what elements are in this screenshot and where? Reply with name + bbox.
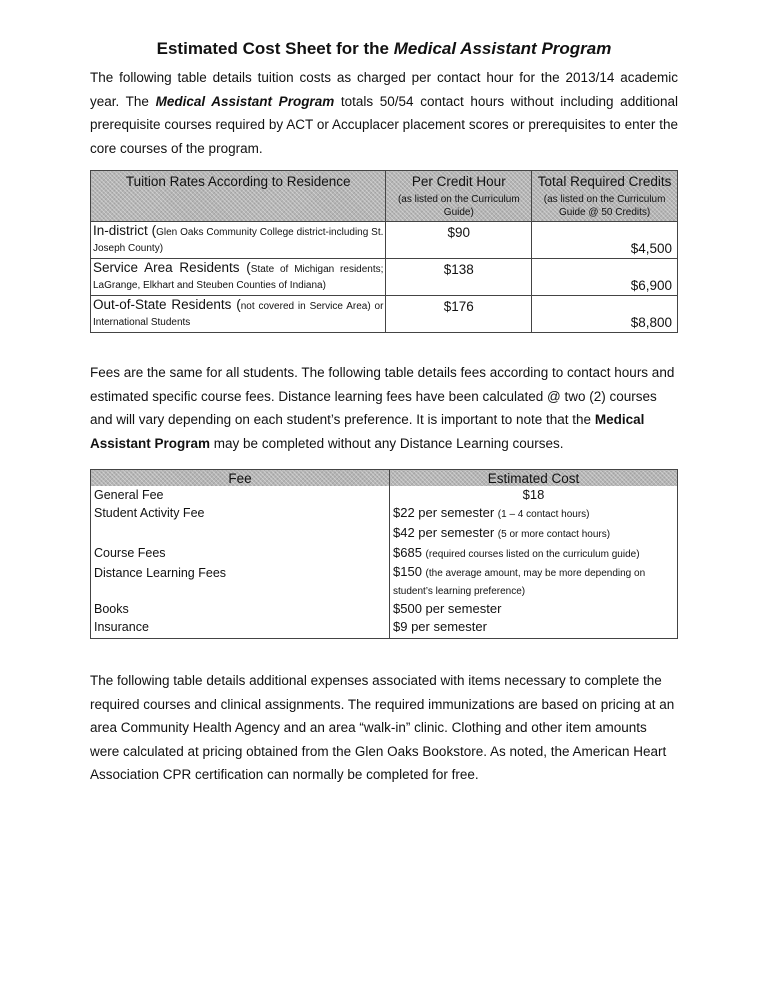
table-row [91, 486, 678, 504]
program-name: Medical Assistant Program [155, 93, 335, 109]
fee-cost-books: $500 per semester [393, 601, 502, 616]
fee-cost-activity-2: $42 per semester (5 or more contact hours) [393, 525, 611, 540]
rate-out-of-state: $176 [386, 296, 532, 333]
header-estimated-cost: Estimated Cost [390, 470, 678, 487]
fee-cost-activity-1: $22 per semester (1 – 4 contact hours) [393, 505, 590, 520]
table-row [91, 222, 678, 259]
table-row [91, 524, 678, 544]
table-row [91, 564, 678, 600]
fee-label-insurance: Insurance [91, 618, 390, 639]
table-row [91, 544, 678, 564]
fee-label-activity: Student Activity Fee [91, 504, 390, 524]
fees-paragraph: Fees are the same for all students. The following table details fees according to contact hours and estimated specific course fees. Distance learning fees have been calculated @ two (2) courses and will vary depending on each student’s preference. It is important to note that the Medical Assistant Program may be completed without any Distance Learning courses. [90, 365, 675, 451]
header-total-credits: Total Required Credits (as listed on the Curriculum Guide @ 50 Credits) [532, 171, 678, 222]
tuition-table [90, 170, 678, 333]
rate-in-district: $90 [386, 222, 532, 259]
fee-cost-insurance: $9 per semester [393, 619, 487, 634]
title-program-name: Medical Assistant Program [393, 39, 612, 58]
rate-service-area: $138 [386, 259, 532, 296]
fees-table [90, 469, 678, 639]
fee-label-course: Course Fees [91, 544, 390, 564]
total-out-of-state: $8,800 [532, 296, 678, 333]
table-row [91, 504, 678, 524]
header-per-credit: Per Credit Hour (as listed on the Curriculum Guide) [386, 171, 532, 222]
fee-label-distance: Distance Learning Fees [91, 564, 390, 600]
total-service-area: $6,900 [532, 259, 678, 296]
header-fee: Fee [91, 470, 390, 487]
residence-in-district: In-district (Glen Oaks Community College district-including St. Joseph County) [91, 222, 386, 259]
table-row [91, 296, 678, 333]
page-title: Estimated Cost Sheet for the Medical Assistant Program [156, 39, 612, 58]
fee-label-general: General Fee [91, 486, 390, 504]
expenses-paragraph: The following table details additional expenses associated with items necessary to complete the required courses and clinical assignments. The required immunizations are based on pricing at an area Community Health Agency and an area “walk-in” clinic. Clothing and other item amounts were calculated at pricing obtained from the Glen Oaks Bookstore. As noted, the American Heart Association CPR certification can normally be completed for free. [90, 673, 675, 782]
table-row [91, 259, 678, 296]
fee-cost-course: $685 (required courses listed on the curriculum guide) [393, 545, 640, 560]
fees-header-row [91, 470, 678, 487]
tuition-header-row [91, 171, 678, 222]
document-page [90, 38, 678, 787]
fee-cost-general: $18 [522, 487, 545, 502]
residence-out-of-state: Out-of-State Residents (not covered in Service Area) or International Students [91, 296, 386, 333]
total-in-district: $4,500 [532, 222, 678, 259]
intro-paragraph: The following table details tuition costs as charged per contact hour for the 2013/14 academic year. The Medical Assistant Program totals 50/54 contact hours without including additional prerequisite courses required by ACT or Accuplacer placement scores or prerequisites to enter the core courses of the program. [90, 70, 678, 156]
fee-label-books: Books [91, 600, 390, 618]
table-row [91, 600, 678, 618]
fee-cost-distance: $150 (the average amount, may be more depending on student’s learning preference) [393, 564, 646, 597]
program-name: Medical Assistant Program [90, 412, 645, 451]
residence-service-area: Service Area Residents (State of Michigan residents; LaGrange, Elkhart and Steuben Counties of Indiana) [91, 259, 386, 296]
table-row [91, 618, 678, 639]
header-residence: Tuition Rates According to Residence [91, 171, 386, 222]
